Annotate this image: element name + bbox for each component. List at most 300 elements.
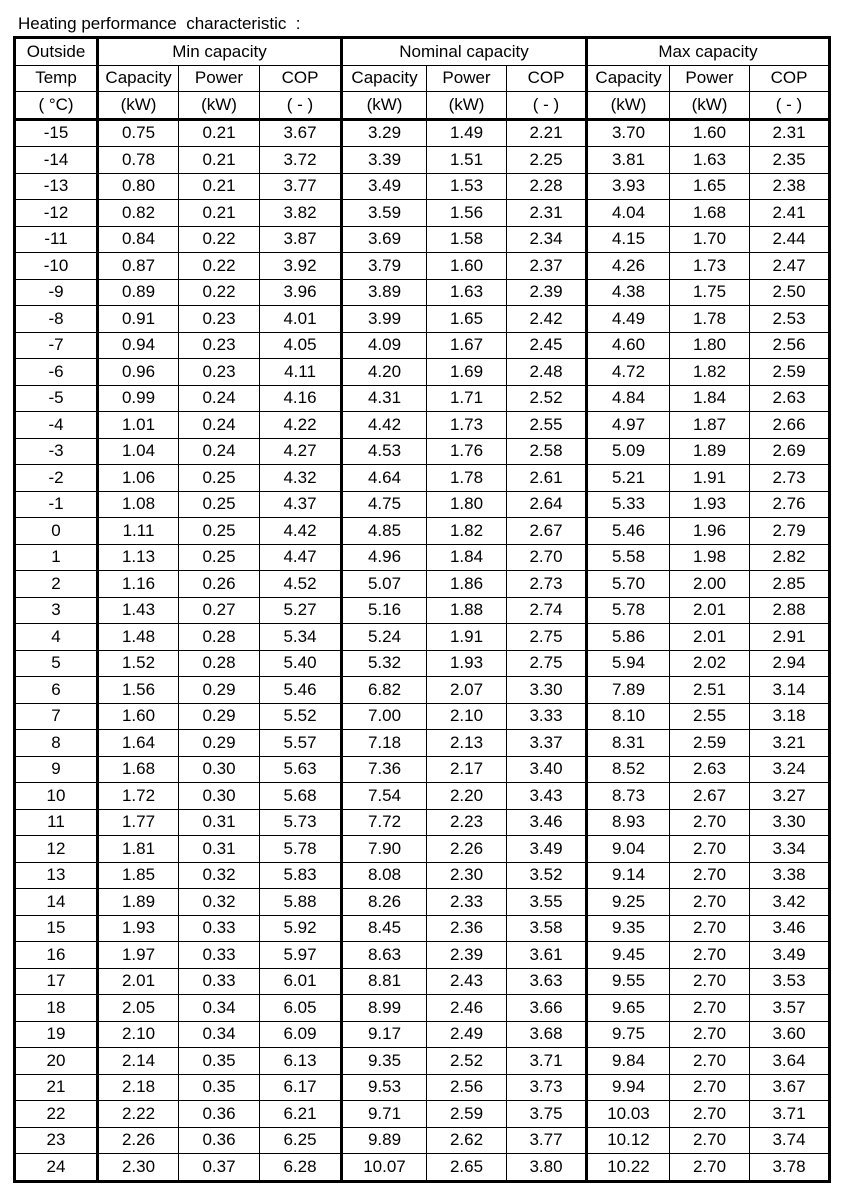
- cell-min-capacity: 0.80: [98, 173, 179, 200]
- cell-nominal-capacity: 3.69: [342, 226, 427, 253]
- cell-nominal-capacity: 7.54: [342, 783, 427, 810]
- cell-min-capacity: 1.48: [98, 624, 179, 651]
- cell-temp: 4: [15, 624, 98, 651]
- table-title: Heating performance characteristic :: [18, 14, 301, 33]
- cell-temp: 19: [15, 1021, 98, 1048]
- cell-nominal-cop: 2.34: [507, 226, 587, 253]
- cell-nominal-power: 2.36: [427, 915, 507, 942]
- group-header-min: Min capacity: [98, 38, 342, 66]
- cell-min-cop: 6.25: [260, 1127, 342, 1154]
- cell-min-capacity: 1.13: [98, 544, 179, 571]
- cell-min-cop: 4.11: [260, 359, 342, 386]
- cell-nominal-capacity: 9.71: [342, 1101, 427, 1128]
- table-row: [15, 412, 830, 439]
- cell-temp: 3: [15, 597, 98, 624]
- cell-max-cop: 2.82: [750, 544, 830, 571]
- cell-nominal-power: 2.43: [427, 968, 507, 995]
- group-header-max: Max capacity: [587, 38, 830, 66]
- table-row: [15, 544, 830, 571]
- cell-nominal-capacity: 4.53: [342, 438, 427, 465]
- cell-min-power: 0.34: [179, 995, 260, 1022]
- cell-max-cop: 3.46: [750, 915, 830, 942]
- unit-max-power: (kW): [670, 92, 750, 120]
- cell-max-cop: 2.38: [750, 173, 830, 200]
- cell-max-power: 2.70: [670, 915, 750, 942]
- cell-max-capacity: 5.94: [587, 650, 670, 677]
- cell-max-power: 2.70: [670, 1021, 750, 1048]
- cell-temp: -11: [15, 226, 98, 253]
- table-row: [15, 677, 830, 704]
- cell-nominal-power: 2.33: [427, 889, 507, 916]
- cell-nominal-power: 1.65: [427, 306, 507, 333]
- cell-temp: -8: [15, 306, 98, 333]
- cell-min-power: 0.24: [179, 385, 260, 412]
- cell-nominal-cop: 3.58: [507, 915, 587, 942]
- cell-min-power: 0.35: [179, 1048, 260, 1075]
- cell-temp: -14: [15, 147, 98, 174]
- cell-temp: -13: [15, 173, 98, 200]
- cell-temp: 21: [15, 1074, 98, 1101]
- cell-nominal-capacity: 4.64: [342, 465, 427, 492]
- cell-min-capacity: 1.60: [98, 703, 179, 730]
- cell-nominal-cop: 3.55: [507, 889, 587, 916]
- cell-max-cop: 2.53: [750, 306, 830, 333]
- cell-nominal-cop: 2.45: [507, 332, 587, 359]
- cell-nominal-cop: 3.30: [507, 677, 587, 704]
- cell-nominal-cop: 2.28: [507, 173, 587, 200]
- cell-nominal-cop: 2.55: [507, 412, 587, 439]
- cell-max-capacity: 5.86: [587, 624, 670, 651]
- cell-nominal-power: 1.56: [427, 200, 507, 227]
- cell-nominal-capacity: 7.18: [342, 730, 427, 757]
- cell-nominal-cop: 2.25: [507, 147, 587, 174]
- table-row: [15, 783, 830, 810]
- cell-nominal-cop: 3.63: [507, 968, 587, 995]
- cell-max-cop: 2.59: [750, 359, 830, 386]
- performance-table-wrapper: [13, 36, 831, 1183]
- cell-nominal-power: 2.52: [427, 1048, 507, 1075]
- table-row: [15, 995, 830, 1022]
- cell-max-power: 2.70: [670, 889, 750, 916]
- cell-nominal-cop: 2.21: [507, 119, 587, 147]
- cell-max-power: 2.70: [670, 1074, 750, 1101]
- temp-unit: ( °C): [15, 92, 98, 120]
- cell-nominal-capacity: 9.53: [342, 1074, 427, 1101]
- sub-header-min-power: Power: [179, 65, 260, 92]
- cell-min-power: 0.31: [179, 809, 260, 836]
- cell-max-cop: 3.74: [750, 1127, 830, 1154]
- unit-min-capacity: (kW): [98, 92, 179, 120]
- cell-max-cop: 2.41: [750, 200, 830, 227]
- cell-nominal-capacity: 4.20: [342, 359, 427, 386]
- cell-max-power: 1.68: [670, 200, 750, 227]
- cell-nominal-power: 2.49: [427, 1021, 507, 1048]
- cell-max-power: 1.91: [670, 465, 750, 492]
- cell-min-power: 0.24: [179, 438, 260, 465]
- cell-max-power: 1.63: [670, 147, 750, 174]
- table-row: [15, 624, 830, 651]
- cell-min-capacity: 2.14: [98, 1048, 179, 1075]
- cell-max-capacity: 4.60: [587, 332, 670, 359]
- cell-min-capacity: 1.97: [98, 942, 179, 969]
- cell-max-capacity: 4.38: [587, 279, 670, 306]
- cell-max-power: 1.87: [670, 412, 750, 439]
- table-row: [15, 385, 830, 412]
- table-row: [15, 332, 830, 359]
- cell-min-power: 0.30: [179, 783, 260, 810]
- cell-nominal-cop: 3.46: [507, 809, 587, 836]
- cell-max-capacity: 4.97: [587, 412, 670, 439]
- cell-min-power: 0.25: [179, 465, 260, 492]
- cell-min-cop: 5.78: [260, 836, 342, 863]
- table-row: [15, 1021, 830, 1048]
- cell-min-capacity: 0.91: [98, 306, 179, 333]
- cell-min-capacity: 1.85: [98, 862, 179, 889]
- cell-max-power: 2.70: [670, 968, 750, 995]
- cell-temp: -5: [15, 385, 98, 412]
- cell-nominal-cop: 2.74: [507, 597, 587, 624]
- cell-min-capacity: 1.72: [98, 783, 179, 810]
- cell-min-power: 0.23: [179, 332, 260, 359]
- cell-max-cop: 2.88: [750, 597, 830, 624]
- cell-min-cop: 5.88: [260, 889, 342, 916]
- cell-min-capacity: 0.82: [98, 200, 179, 227]
- cell-nominal-cop: 2.61: [507, 465, 587, 492]
- cell-max-power: 1.80: [670, 332, 750, 359]
- sub-header-max-capacity: Capacity: [587, 65, 670, 92]
- cell-min-power: 0.23: [179, 359, 260, 386]
- cell-temp: -7: [15, 332, 98, 359]
- cell-min-capacity: 1.81: [98, 836, 179, 863]
- cell-nominal-power: 1.80: [427, 491, 507, 518]
- cell-max-power: 2.70: [670, 995, 750, 1022]
- cell-max-capacity: 7.89: [587, 677, 670, 704]
- cell-min-power: 0.25: [179, 518, 260, 545]
- table-row: [15, 942, 830, 969]
- cell-temp: 8: [15, 730, 98, 757]
- cell-max-power: 2.63: [670, 756, 750, 783]
- cell-max-power: 1.89: [670, 438, 750, 465]
- table-row: [15, 147, 830, 174]
- cell-min-capacity: 1.93: [98, 915, 179, 942]
- cell-min-capacity: 0.99: [98, 385, 179, 412]
- cell-nominal-cop: 3.75: [507, 1101, 587, 1128]
- cell-nominal-cop: 2.75: [507, 624, 587, 651]
- cell-min-capacity: 1.56: [98, 677, 179, 704]
- cell-min-capacity: 1.04: [98, 438, 179, 465]
- heating-performance-table: [13, 36, 831, 1183]
- table-row: [15, 1154, 830, 1182]
- cell-nominal-cop: 2.73: [507, 571, 587, 598]
- cell-nominal-capacity: 8.08: [342, 862, 427, 889]
- cell-max-capacity: 5.21: [587, 465, 670, 492]
- cell-max-cop: 3.42: [750, 889, 830, 916]
- cell-nominal-power: 1.51: [427, 147, 507, 174]
- cell-nominal-capacity: 9.89: [342, 1127, 427, 1154]
- cell-max-capacity: 5.78: [587, 597, 670, 624]
- cell-max-cop: 3.67: [750, 1074, 830, 1101]
- cell-min-cop: 4.16: [260, 385, 342, 412]
- cell-max-cop: 3.60: [750, 1021, 830, 1048]
- cell-min-capacity: 1.16: [98, 571, 179, 598]
- cell-min-cop: 5.27: [260, 597, 342, 624]
- cell-max-cop: 2.31: [750, 119, 830, 147]
- table-row: [15, 756, 830, 783]
- sub-header-nominal-power: Power: [427, 65, 507, 92]
- cell-nominal-power: 2.56: [427, 1074, 507, 1101]
- cell-temp: -1: [15, 491, 98, 518]
- cell-max-cop: 3.30: [750, 809, 830, 836]
- cell-nominal-cop: 2.75: [507, 650, 587, 677]
- cell-nominal-capacity: 8.81: [342, 968, 427, 995]
- cell-min-capacity: 0.89: [98, 279, 179, 306]
- cell-nominal-power: 1.69: [427, 359, 507, 386]
- cell-max-capacity: 4.84: [587, 385, 670, 412]
- cell-min-power: 0.23: [179, 306, 260, 333]
- cell-nominal-capacity: 7.90: [342, 836, 427, 863]
- cell-min-capacity: 2.05: [98, 995, 179, 1022]
- cell-nominal-power: 1.93: [427, 650, 507, 677]
- cell-max-cop: 3.49: [750, 942, 830, 969]
- table-row: [15, 650, 830, 677]
- cell-nominal-capacity: 5.24: [342, 624, 427, 651]
- cell-max-capacity: 9.04: [587, 836, 670, 863]
- cell-min-capacity: 1.06: [98, 465, 179, 492]
- cell-nominal-capacity: 7.72: [342, 809, 427, 836]
- cell-min-power: 0.21: [179, 147, 260, 174]
- cell-max-cop: 2.66: [750, 412, 830, 439]
- table-row: [15, 119, 830, 147]
- cell-min-power: 0.21: [179, 200, 260, 227]
- cell-max-cop: 3.57: [750, 995, 830, 1022]
- cell-nominal-capacity: 3.29: [342, 119, 427, 147]
- cell-max-power: 1.75: [670, 279, 750, 306]
- cell-max-capacity: 8.10: [587, 703, 670, 730]
- cell-min-cop: 3.82: [260, 200, 342, 227]
- cell-min-capacity: 2.10: [98, 1021, 179, 1048]
- table-row: [15, 915, 830, 942]
- cell-min-power: 0.34: [179, 1021, 260, 1048]
- cell-nominal-cop: 2.39: [507, 279, 587, 306]
- cell-max-cop: 2.69: [750, 438, 830, 465]
- cell-nominal-cop: 2.70: [507, 544, 587, 571]
- cell-max-cop: 3.24: [750, 756, 830, 783]
- table-row: [15, 465, 830, 492]
- cell-min-cop: 6.13: [260, 1048, 342, 1075]
- cell-nominal-power: 2.07: [427, 677, 507, 704]
- cell-min-capacity: 1.11: [98, 518, 179, 545]
- cell-min-cop: 4.47: [260, 544, 342, 571]
- cell-min-cop: 6.21: [260, 1101, 342, 1128]
- cell-min-power: 0.37: [179, 1154, 260, 1182]
- table-row: [15, 1127, 830, 1154]
- cell-max-cop: 2.47: [750, 253, 830, 280]
- cell-max-power: 1.84: [670, 385, 750, 412]
- cell-nominal-power: 1.63: [427, 279, 507, 306]
- table-row: [15, 518, 830, 545]
- cell-nominal-power: 1.78: [427, 465, 507, 492]
- cell-nominal-cop: 3.40: [507, 756, 587, 783]
- cell-nominal-capacity: 3.89: [342, 279, 427, 306]
- cell-temp: 14: [15, 889, 98, 916]
- table-row: [15, 889, 830, 916]
- cell-min-power: 0.33: [179, 968, 260, 995]
- cell-max-capacity: 10.12: [587, 1127, 670, 1154]
- cell-nominal-cop: 2.37: [507, 253, 587, 280]
- cell-min-cop: 6.01: [260, 968, 342, 995]
- cell-max-cop: 3.14: [750, 677, 830, 704]
- cell-nominal-power: 2.23: [427, 809, 507, 836]
- table-row: [15, 862, 830, 889]
- cell-min-power: 0.36: [179, 1101, 260, 1128]
- cell-min-power: 0.26: [179, 571, 260, 598]
- cell-max-cop: 3.38: [750, 862, 830, 889]
- cell-nominal-power: 2.65: [427, 1154, 507, 1182]
- cell-temp: -9: [15, 279, 98, 306]
- cell-min-power: 0.28: [179, 624, 260, 651]
- cell-min-capacity: 1.68: [98, 756, 179, 783]
- cell-nominal-capacity: 4.42: [342, 412, 427, 439]
- cell-nominal-capacity: 3.59: [342, 200, 427, 227]
- table-row: [15, 597, 830, 624]
- cell-temp: 18: [15, 995, 98, 1022]
- cell-min-capacity: 2.18: [98, 1074, 179, 1101]
- cell-max-capacity: 8.52: [587, 756, 670, 783]
- cell-nominal-power: 1.71: [427, 385, 507, 412]
- cell-max-capacity: 9.45: [587, 942, 670, 969]
- cell-min-cop: 5.40: [260, 650, 342, 677]
- cell-temp: -4: [15, 412, 98, 439]
- cell-max-capacity: 10.22: [587, 1154, 670, 1182]
- cell-max-capacity: 3.70: [587, 119, 670, 147]
- cell-max-capacity: 5.58: [587, 544, 670, 571]
- cell-max-power: 2.01: [670, 597, 750, 624]
- cell-max-power: 1.93: [670, 491, 750, 518]
- cell-nominal-cop: 2.48: [507, 359, 587, 386]
- cell-max-cop: 2.91: [750, 624, 830, 651]
- cell-min-cop: 6.09: [260, 1021, 342, 1048]
- cell-min-cop: 5.73: [260, 809, 342, 836]
- temp-header: Temp: [15, 65, 98, 92]
- cell-min-capacity: 1.43: [98, 597, 179, 624]
- cell-nominal-capacity: 4.96: [342, 544, 427, 571]
- cell-min-power: 0.30: [179, 756, 260, 783]
- cell-max-capacity: 9.35: [587, 915, 670, 942]
- group-header-nominal: Nominal capacity: [342, 38, 587, 66]
- cell-temp: -10: [15, 253, 98, 280]
- unit-nominal-cop: ( - ): [507, 92, 587, 120]
- cell-max-cop: 2.76: [750, 491, 830, 518]
- cell-min-cop: 5.97: [260, 942, 342, 969]
- cell-nominal-cop: 2.31: [507, 200, 587, 227]
- table-row: [15, 703, 830, 730]
- cell-max-capacity: 4.26: [587, 253, 670, 280]
- cell-max-power: 2.70: [670, 809, 750, 836]
- outside-header: Outside: [15, 38, 98, 66]
- cell-min-capacity: 0.94: [98, 332, 179, 359]
- cell-nominal-capacity: 8.45: [342, 915, 427, 942]
- cell-min-capacity: 2.01: [98, 968, 179, 995]
- cell-max-capacity: 9.75: [587, 1021, 670, 1048]
- cell-max-power: 2.55: [670, 703, 750, 730]
- cell-min-cop: 5.68: [260, 783, 342, 810]
- table-row: [15, 226, 830, 253]
- table-row: [15, 836, 830, 863]
- table-row: [15, 200, 830, 227]
- cell-max-power: 2.70: [670, 1154, 750, 1182]
- cell-min-power: 0.29: [179, 730, 260, 757]
- cell-max-cop: 3.21: [750, 730, 830, 757]
- cell-max-power: 2.01: [670, 624, 750, 651]
- cell-max-capacity: 10.03: [587, 1101, 670, 1128]
- table-row: [15, 359, 830, 386]
- cell-min-power: 0.21: [179, 119, 260, 147]
- cell-min-power: 0.28: [179, 650, 260, 677]
- table-row: [15, 491, 830, 518]
- cell-max-cop: 2.73: [750, 465, 830, 492]
- cell-max-capacity: 5.70: [587, 571, 670, 598]
- cell-max-power: 2.70: [670, 836, 750, 863]
- cell-max-capacity: 9.14: [587, 862, 670, 889]
- table-row: [15, 438, 830, 465]
- cell-min-capacity: 0.75: [98, 119, 179, 147]
- cell-min-cop: 3.72: [260, 147, 342, 174]
- cell-nominal-cop: 3.52: [507, 862, 587, 889]
- cell-min-cop: 5.34: [260, 624, 342, 651]
- unit-min-cop: ( - ): [260, 92, 342, 120]
- cell-min-power: 0.29: [179, 703, 260, 730]
- cell-max-power: 2.70: [670, 1127, 750, 1154]
- cell-min-cop: 3.67: [260, 119, 342, 147]
- cell-nominal-capacity: 7.00: [342, 703, 427, 730]
- cell-temp: 23: [15, 1127, 98, 1154]
- table-row: [15, 1074, 830, 1101]
- unit-min-power: (kW): [179, 92, 260, 120]
- cell-min-cop: 4.42: [260, 518, 342, 545]
- cell-max-cop: 2.44: [750, 226, 830, 253]
- cell-temp: -3: [15, 438, 98, 465]
- cell-max-capacity: 5.33: [587, 491, 670, 518]
- table-row: [15, 968, 830, 995]
- cell-temp: 7: [15, 703, 98, 730]
- cell-min-capacity: 1.77: [98, 809, 179, 836]
- cell-min-power: 0.36: [179, 1127, 260, 1154]
- cell-min-power: 0.22: [179, 279, 260, 306]
- cell-min-power: 0.32: [179, 862, 260, 889]
- cell-temp: 2: [15, 571, 98, 598]
- cell-nominal-capacity: 5.32: [342, 650, 427, 677]
- cell-nominal-cop: 3.66: [507, 995, 587, 1022]
- cell-nominal-cop: 3.71: [507, 1048, 587, 1075]
- cell-nominal-cop: 2.52: [507, 385, 587, 412]
- cell-temp: 6: [15, 677, 98, 704]
- cell-min-cop: 5.57: [260, 730, 342, 757]
- cell-max-capacity: 3.93: [587, 173, 670, 200]
- sub-header-max-power: Power: [670, 65, 750, 92]
- cell-min-power: 0.33: [179, 915, 260, 942]
- cell-nominal-power: 2.46: [427, 995, 507, 1022]
- cell-max-capacity: 9.25: [587, 889, 670, 916]
- unit-max-capacity: (kW): [587, 92, 670, 120]
- cell-temp: 12: [15, 836, 98, 863]
- cell-min-capacity: 1.89: [98, 889, 179, 916]
- cell-nominal-power: 1.73: [427, 412, 507, 439]
- cell-min-cop: 6.05: [260, 995, 342, 1022]
- cell-min-capacity: 0.78: [98, 147, 179, 174]
- cell-min-cop: 4.52: [260, 571, 342, 598]
- cell-nominal-power: 1.91: [427, 624, 507, 651]
- cell-nominal-power: 1.60: [427, 253, 507, 280]
